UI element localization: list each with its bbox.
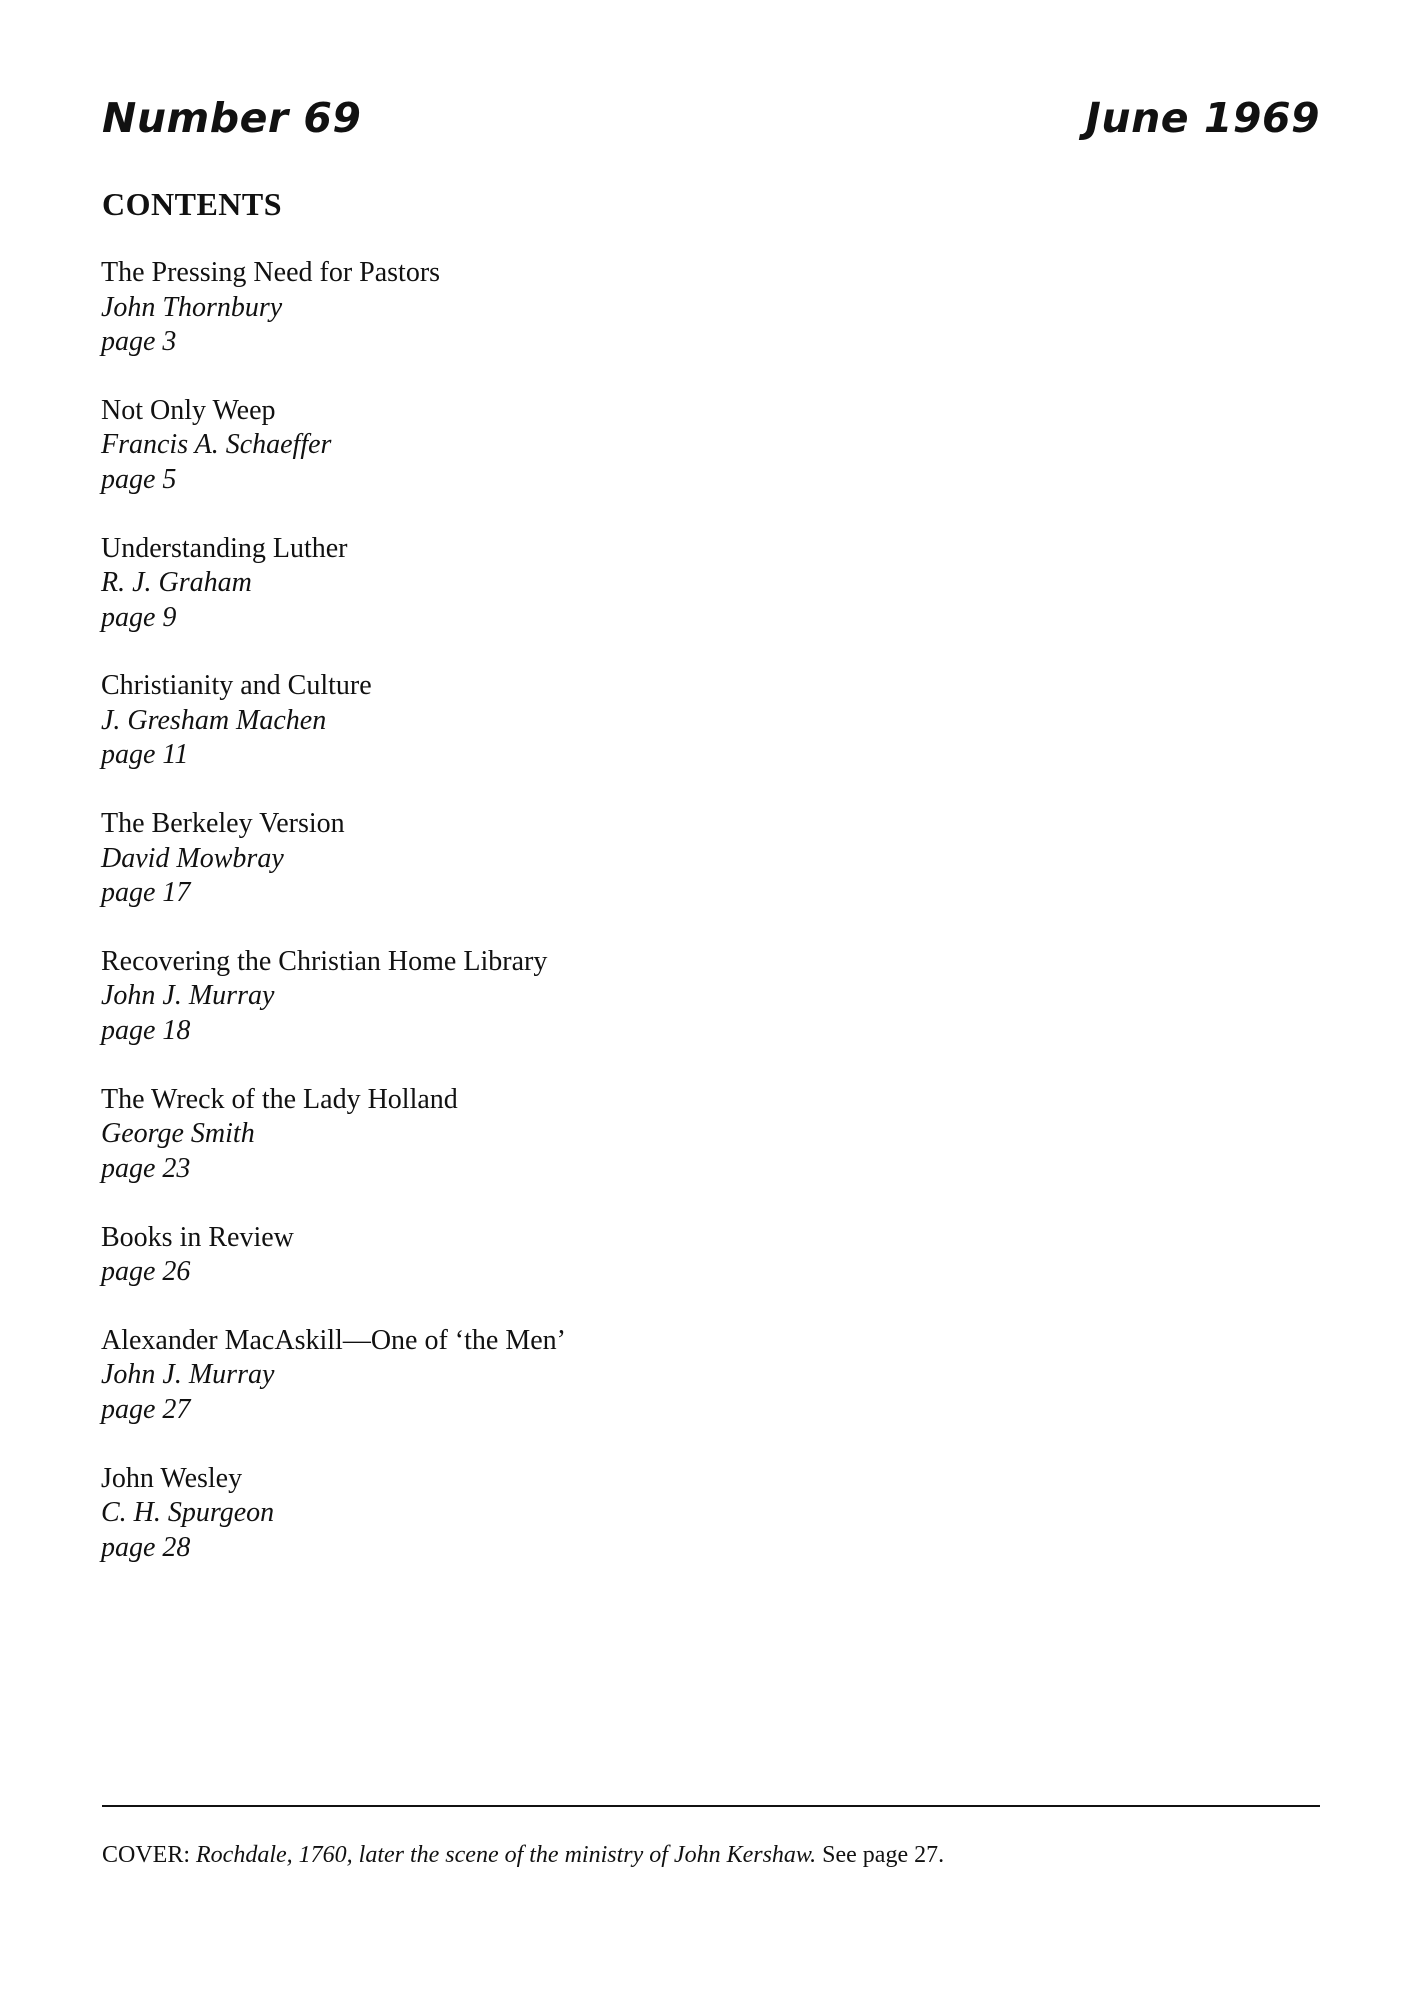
article-title: The Pressing Need for Pastors <box>101 257 441 288</box>
article-author: John Thornbury <box>101 291 283 323</box>
article-page: page 3 <box>101 326 177 357</box>
cover-label: COVER: <box>102 1842 197 1868</box>
issue-number: Number 69 <box>102 94 362 142</box>
article-title: Not Only Weep <box>101 394 276 426</box>
toc-entry <box>101 532 1001 636</box>
article-author: John J. Murray <box>101 1359 275 1391</box>
masthead <box>102 88 1320 148</box>
cover-reference: See page 27. <box>816 1842 945 1868</box>
footer-divider <box>102 1805 1320 1807</box>
cover-caption: Rochdale, 1760, later the scene of the ministry of John Kershaw. <box>196 1842 817 1868</box>
article-page: page 23 <box>101 1152 191 1184</box>
article-title: Christianity and Culture <box>101 670 372 702</box>
article-page: page 18 <box>101 1014 191 1046</box>
article-page: page 9 <box>101 601 177 633</box>
article-author: R. J. Graham <box>101 567 252 599</box>
toc-entry <box>101 394 1001 498</box>
article-page: page 11 <box>101 739 189 771</box>
article-title: The Wreck of the Lady Holland <box>101 1083 458 1115</box>
toc-entry <box>101 256 1001 360</box>
article-page: page 27 <box>101 1393 191 1425</box>
toc-entry <box>101 669 1001 773</box>
issue-date: June 1969 <box>1085 94 1320 142</box>
article-title: Recovering the Christian Home Library <box>101 945 548 977</box>
toc-entry <box>101 1083 1001 1187</box>
article-title: The Berkeley Version <box>101 808 345 840</box>
article-author: George Smith <box>101 1118 255 1150</box>
article-title: Understanding Luther <box>101 532 348 564</box>
toc-entry <box>101 1221 1001 1290</box>
article-title: John Wesley <box>101 1462 243 1494</box>
article-title: Books in Review <box>101 1221 294 1253</box>
cover-note <box>102 1840 944 1870</box>
toc-entry <box>101 945 1001 1049</box>
article-author: John J. Murray <box>101 980 275 1012</box>
contents-heading: CONTENTS <box>102 186 283 222</box>
article-page: page 5 <box>101 463 177 495</box>
article-page: page 28 <box>101 1531 191 1563</box>
table-of-contents <box>101 256 1001 1599</box>
toc-entry <box>101 1324 1001 1428</box>
toc-entry <box>101 807 1001 911</box>
article-title: Alexander MacAskill—One of ‘the Men’ <box>101 1324 566 1356</box>
article-author: C. H. Spurgeon <box>101 1497 275 1529</box>
article-author: David Mowbray <box>101 842 284 874</box>
article-author: Francis A. Schaeffer <box>101 429 332 461</box>
article-page: page 26 <box>101 1256 191 1288</box>
toc-entry <box>101 1462 1001 1566</box>
article-page: page 17 <box>101 877 191 909</box>
article-author: J. Gresham Machen <box>101 704 327 736</box>
